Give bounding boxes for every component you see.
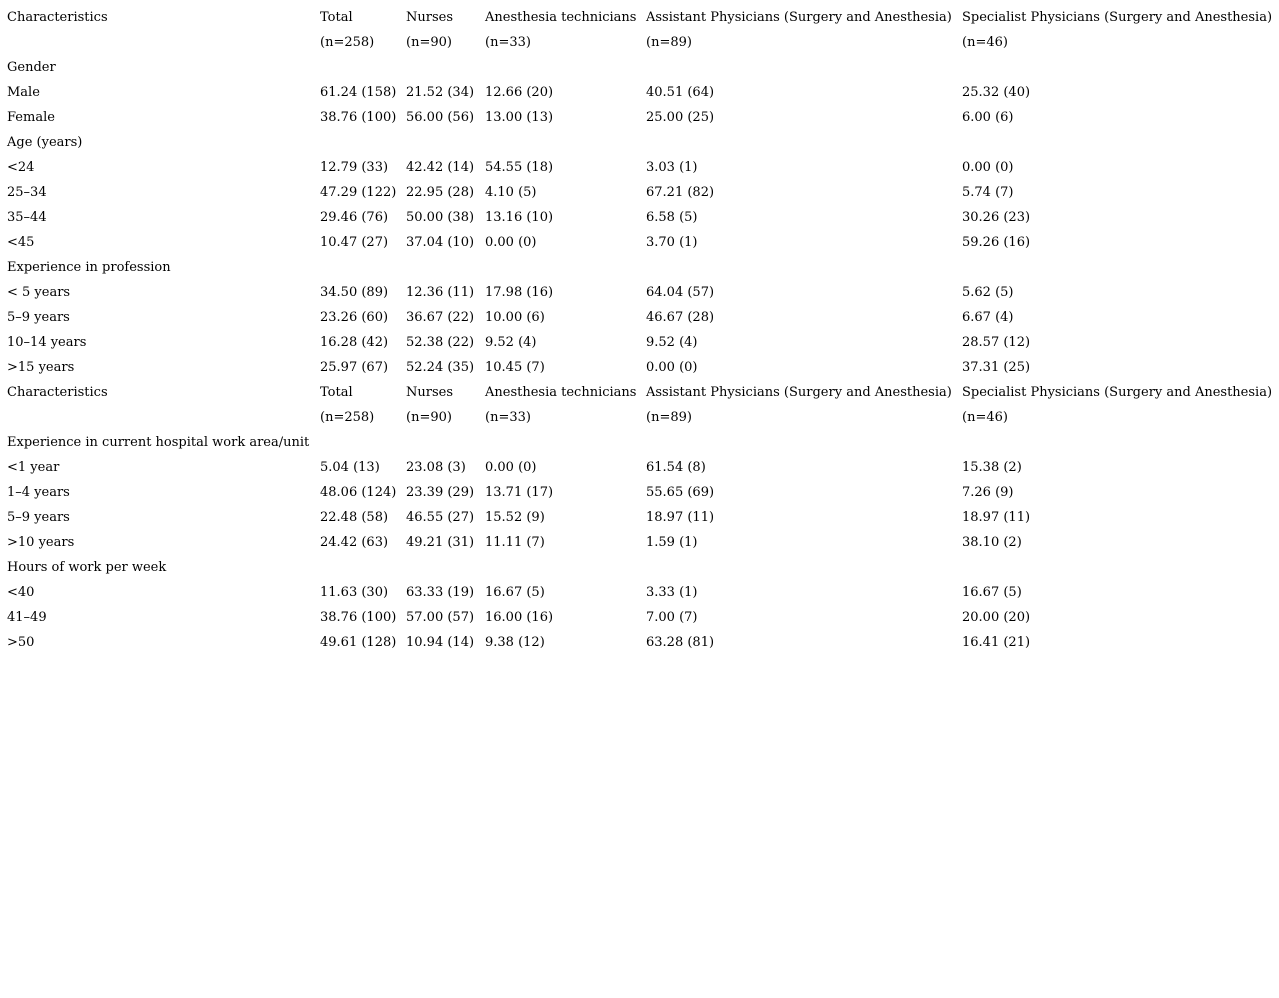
row-label: <24 bbox=[7, 160, 35, 175]
table-cell: 10.00 (6) bbox=[485, 310, 545, 325]
table-cell: 16.41 (21) bbox=[962, 635, 1031, 650]
table-cell: 52.38 (22) bbox=[406, 335, 475, 350]
table-cell: 24.42 (63) bbox=[320, 535, 389, 550]
table-cell: 25.97 (67) bbox=[320, 360, 389, 375]
table-cell: 10.45 (7) bbox=[485, 360, 545, 375]
column-count: (n=33) bbox=[485, 410, 531, 425]
row-label: 41–49 bbox=[7, 610, 47, 625]
table-cell: 12.79 (33) bbox=[320, 160, 389, 175]
row-label: 25–34 bbox=[7, 185, 47, 200]
table-cell: 63.33 (19) bbox=[406, 585, 475, 600]
table-cell: 21.52 (34) bbox=[406, 85, 475, 100]
column-count: (n=258) bbox=[320, 35, 375, 50]
row-label: <1 year bbox=[7, 460, 60, 475]
table-cell: 18.97 (11) bbox=[646, 510, 715, 525]
table-cell: 59.26 (16) bbox=[962, 235, 1031, 250]
table-cell: 5.04 (13) bbox=[320, 460, 380, 475]
row-label: 5–9 years bbox=[7, 510, 70, 525]
section-label: Age (years) bbox=[7, 135, 83, 150]
table-cell: 50.00 (38) bbox=[406, 210, 475, 225]
table-cell: 25.00 (25) bbox=[646, 110, 715, 125]
table-cell: 67.21 (82) bbox=[646, 185, 715, 200]
table-cell: 12.36 (11) bbox=[406, 285, 475, 300]
table-cell: 52.24 (35) bbox=[406, 360, 475, 375]
row-label: <45 bbox=[7, 235, 35, 250]
table-cell: 40.51 (64) bbox=[646, 85, 715, 100]
row-label: >15 years bbox=[7, 360, 75, 375]
column-header: Total bbox=[320, 10, 353, 25]
row-label: Male bbox=[7, 85, 40, 100]
table-cell: 3.03 (1) bbox=[646, 160, 698, 175]
column-header: Specialist Physicians (Surgery and Anesthesia) bbox=[962, 385, 1273, 400]
table-cell: 13.00 (13) bbox=[485, 110, 554, 125]
table-cell: 15.38 (2) bbox=[962, 460, 1022, 475]
table-cell: 56.00 (56) bbox=[406, 110, 475, 125]
table-cell: 3.33 (1) bbox=[646, 585, 698, 600]
table-cell: 10.47 (27) bbox=[320, 235, 389, 250]
table-cell: 30.26 (23) bbox=[962, 210, 1031, 225]
table-cell: 37.31 (25) bbox=[962, 360, 1031, 375]
row-label: 5–9 years bbox=[7, 310, 70, 325]
table-cell: 36.67 (22) bbox=[406, 310, 475, 325]
table-cell: 49.21 (31) bbox=[406, 535, 475, 550]
column-header: Nurses bbox=[406, 10, 453, 25]
table-cell: 46.67 (28) bbox=[646, 310, 715, 325]
table-cell: 9.38 (12) bbox=[485, 635, 545, 650]
table-cell: 5.74 (7) bbox=[962, 185, 1014, 200]
table-cell: 34.50 (89) bbox=[320, 285, 389, 300]
table-cell: 17.98 (16) bbox=[485, 285, 554, 300]
row-label: < 5 years bbox=[7, 285, 71, 300]
table-cell: 0.00 (0) bbox=[646, 360, 698, 375]
column-header: Characteristics bbox=[7, 10, 108, 25]
table-cell: 38.10 (2) bbox=[962, 535, 1022, 550]
row-label: 10–14 years bbox=[7, 335, 87, 350]
table-cell: 23.39 (29) bbox=[406, 485, 475, 500]
table-cell: 46.55 (27) bbox=[406, 510, 475, 525]
section-label: Hours of work per week bbox=[7, 560, 167, 575]
table-cell: 16.67 (5) bbox=[962, 585, 1022, 600]
table-cell: 38.76 (100) bbox=[320, 610, 397, 625]
table-cell: 29.46 (76) bbox=[320, 210, 389, 225]
row-label: 1–4 years bbox=[7, 485, 70, 500]
table-cell: 42.42 (14) bbox=[406, 160, 475, 175]
table-cell: 16.00 (16) bbox=[485, 610, 554, 625]
table-cell: 7.26 (9) bbox=[962, 485, 1014, 500]
table-cell: 28.57 (12) bbox=[962, 335, 1031, 350]
column-header: Assistant Physicians (Surgery and Anesthesia) bbox=[646, 10, 952, 25]
row-label: 35–44 bbox=[7, 210, 47, 225]
table-cell: 13.71 (17) bbox=[485, 485, 554, 500]
table-cell: 11.11 (7) bbox=[485, 535, 545, 550]
column-header: Assistant Physicians (Surgery and Anesthesia) bbox=[646, 385, 952, 400]
column-count: (n=46) bbox=[962, 35, 1008, 50]
table-cell: 54.55 (18) bbox=[485, 160, 554, 175]
table-cell: 6.58 (5) bbox=[646, 210, 698, 225]
table-cell: 1.59 (1) bbox=[646, 535, 698, 550]
table-cell: 15.52 (9) bbox=[485, 510, 545, 525]
row-label: >50 bbox=[7, 635, 35, 650]
table-cell: 0.00 (0) bbox=[962, 160, 1014, 175]
column-count: (n=33) bbox=[485, 35, 531, 50]
table-cell: 0.00 (0) bbox=[485, 235, 537, 250]
column-count: (n=90) bbox=[406, 35, 452, 50]
section-label: Gender bbox=[7, 60, 56, 75]
table-cell: 47.29 (122) bbox=[320, 185, 397, 200]
table-cell: 25.32 (40) bbox=[962, 85, 1031, 100]
table-cell: 9.52 (4) bbox=[485, 335, 537, 350]
section-label: Experience in profession bbox=[7, 260, 171, 275]
column-count: (n=90) bbox=[406, 410, 452, 425]
row-label: Female bbox=[7, 110, 55, 125]
table-cell: 0.00 (0) bbox=[485, 460, 537, 475]
table-cell: 64.04 (57) bbox=[646, 285, 715, 300]
table-cell: 55.65 (69) bbox=[646, 485, 715, 500]
column-count: (n=46) bbox=[962, 410, 1008, 425]
column-count: (n=258) bbox=[320, 410, 375, 425]
table-cell: 7.00 (7) bbox=[646, 610, 698, 625]
table-cell: 38.76 (100) bbox=[320, 110, 397, 125]
table-cell: 61.54 (8) bbox=[646, 460, 706, 475]
table-cell: 23.08 (3) bbox=[406, 460, 466, 475]
table-cell: 5.62 (5) bbox=[962, 285, 1014, 300]
table-cell: 37.04 (10) bbox=[406, 235, 475, 250]
column-count: (n=89) bbox=[646, 410, 692, 425]
table-cell: 13.16 (10) bbox=[485, 210, 554, 225]
table-cell: 23.26 (60) bbox=[320, 310, 389, 325]
column-header: Characteristics bbox=[7, 385, 108, 400]
row-label: >10 years bbox=[7, 535, 75, 550]
table-cell: 61.24 (158) bbox=[320, 85, 397, 100]
table-cell: 16.28 (42) bbox=[320, 335, 389, 350]
table-cell: 10.94 (14) bbox=[406, 635, 475, 650]
table-cell: 49.61 (128) bbox=[320, 635, 397, 650]
table-cell: 4.10 (5) bbox=[485, 185, 537, 200]
column-count: (n=89) bbox=[646, 35, 692, 50]
table-cell: 63.28 (81) bbox=[646, 635, 715, 650]
column-header: Specialist Physicians (Surgery and Anesthesia) bbox=[962, 10, 1273, 25]
table-cell: 18.97 (11) bbox=[962, 510, 1031, 525]
column-header: Nurses bbox=[406, 385, 453, 400]
table-cell: 3.70 (1) bbox=[646, 235, 698, 250]
table-cell: 57.00 (57) bbox=[406, 610, 475, 625]
column-header: Total bbox=[320, 385, 353, 400]
row-label: <40 bbox=[7, 585, 35, 600]
table-cell: 9.52 (4) bbox=[646, 335, 698, 350]
table-cell: 12.66 (20) bbox=[485, 85, 554, 100]
table-cell: 20.00 (20) bbox=[962, 610, 1031, 625]
table-cell: 22.48 (58) bbox=[320, 510, 389, 525]
table-cell: 6.00 (6) bbox=[962, 110, 1014, 125]
table-cell: 6.67 (4) bbox=[962, 310, 1014, 325]
table-cell: 16.67 (5) bbox=[485, 585, 545, 600]
table-cell: 22.95 (28) bbox=[406, 185, 475, 200]
section-label: Experience in current hospital work area/unit bbox=[7, 435, 310, 450]
table-cell: 48.06 (124) bbox=[320, 485, 397, 500]
column-header: Anesthesia technicians bbox=[485, 385, 637, 400]
column-header: Anesthesia technicians bbox=[485, 10, 637, 25]
table-cell: 11.63 (30) bbox=[320, 585, 389, 600]
